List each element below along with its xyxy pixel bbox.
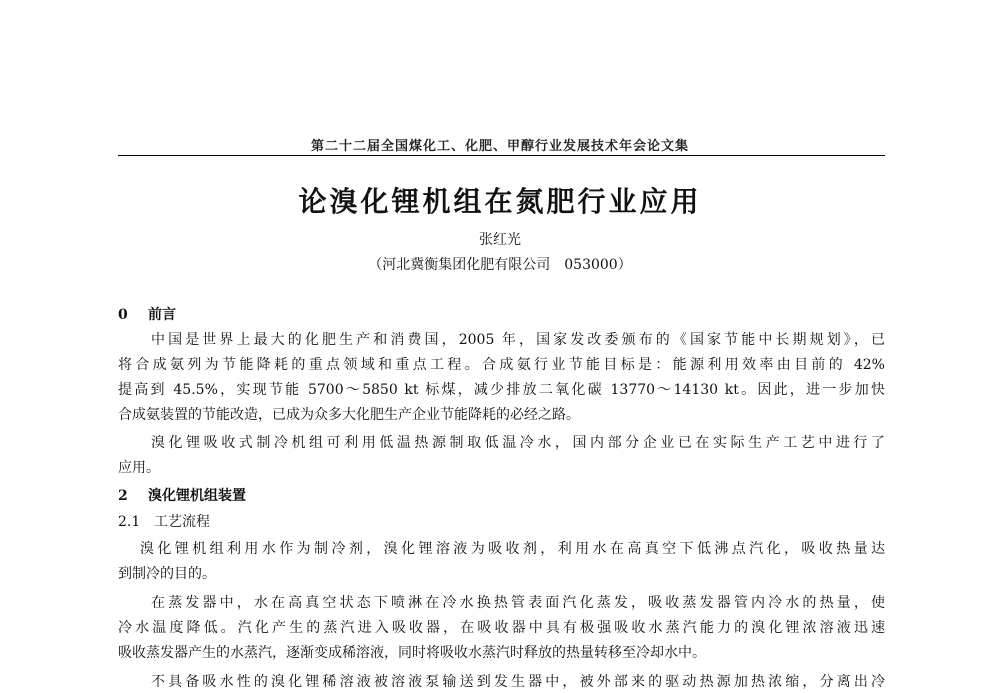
- subsection-number: 2.1: [118, 514, 141, 530]
- paragraph-line: 到制冷的目的。: [118, 566, 216, 582]
- paragraph-line: 应用。: [118, 460, 160, 476]
- paragraph-line: 吸收蒸发器产生的水蒸汽，逐渐变成稀溶液，同时将吸收水蒸汽时释放的热量转移至冷却水中。: [118, 645, 706, 661]
- subsection-heading: [118, 512, 885, 532]
- section-heading-0: [118, 305, 885, 325]
- paragraph-line: 合成氨装置的节能改造，已成为众多大化肥生产企业节能降耗的必经之路。: [118, 407, 580, 423]
- paragraph-line: 不具备吸水性的溴化锂稀溶液被溶液泵输送到发生器中，被外部来的驱动热源加热浓缩，分离出冷: [151, 674, 885, 690]
- author-name: 张红光: [479, 232, 521, 248]
- paragraph-line: 冷水温度降低。汽化产生的蒸汽进入吸收器，在吸收器中具有极强吸收水蒸汽能力的溴化锂浓溶液迅速: [118, 620, 885, 636]
- paragraph-line: 溴化锂机组利用水作为制冷剂，溴化锂溶液为吸收剂，利用水在高真空下低沸点汽化，吸收热量达: [140, 541, 885, 557]
- section-number: 2: [118, 488, 128, 504]
- header-rule: [118, 155, 885, 156]
- paragraph-line: 提高到 45.5%，实现节能 5700～5850 kt 标煤，减少排放二氧化碳 13770～14130 kt。因此，进一步加快: [118, 382, 885, 398]
- subsection-title: 工艺流程: [154, 514, 210, 530]
- paragraph-line: 溴化锂吸收式制冷机组可利用低温热源制取低温冷水，国内部分企业已在实际生产工艺中进行了: [151, 435, 885, 451]
- section-title: 前言: [148, 307, 176, 323]
- paragraph-line: 在蒸发器中，水在高真空状态下喷淋在冷水换热管表面汽化蒸发，吸收蒸发器管内冷水的热量，使: [151, 595, 885, 611]
- paper-title: 论溴化锂机组在氮肥行业应用: [298, 185, 702, 218]
- section-number: 0: [118, 307, 128, 323]
- paragraph-line: 中国是世界上最大的化肥生产和消费国，2005 年，国家发改委颁布的《国家节能中长期规划》，已: [151, 332, 885, 348]
- running-header: 第二十二届全国煤化工、化肥、甲醇行业发展技术年会论文集: [310, 139, 689, 154]
- paragraph-line: 将合成氨列为节能降耗的重点领域和重点工程。合成氨行业节能目标是：能源利用效率由目前的 42%: [118, 357, 885, 373]
- author-affiliation: （河北冀衡集团化肥有限公司 053000）: [368, 257, 632, 273]
- section-heading-2: [118, 486, 885, 506]
- section-title: 溴化锂机组装置: [148, 488, 246, 504]
